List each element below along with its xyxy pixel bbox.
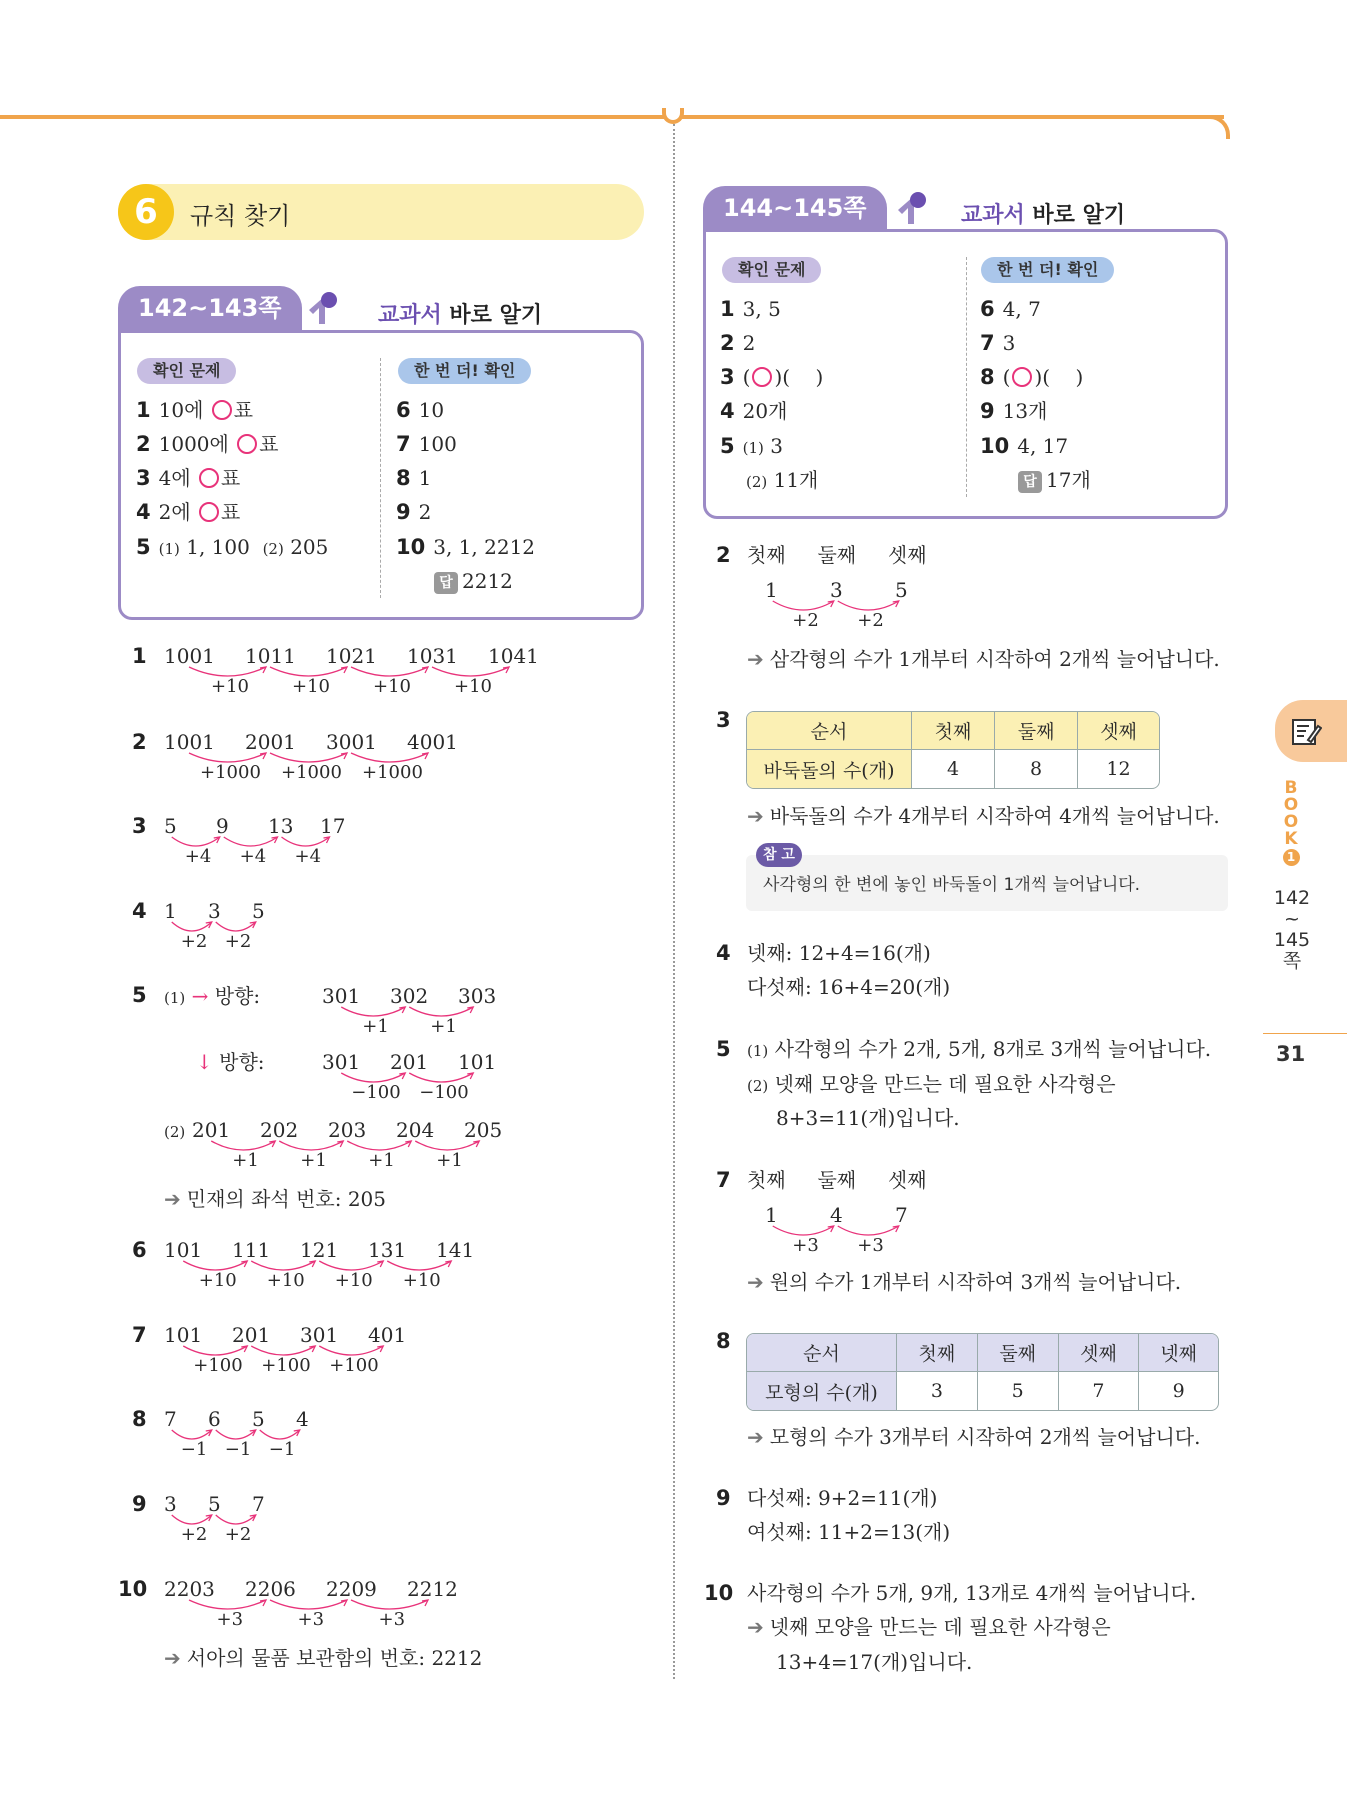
rq3-h1: 첫째 — [912, 712, 995, 750]
rb-check-5: 5 (1) 3 — [720, 434, 783, 458]
sequence-number: 301 — [322, 984, 361, 1008]
circle-mark — [212, 400, 232, 420]
box-divider — [380, 358, 381, 598]
sequence-number: 111 — [232, 1238, 271, 1262]
sequence-difference: +1000 — [281, 762, 342, 783]
sequence-number: 9 — [216, 814, 229, 838]
sequence-number: 302 — [390, 984, 429, 1008]
sequence-number: 203 — [328, 1118, 367, 1142]
rq8-r4: 9 — [1172, 1380, 1185, 1402]
rq4-line1: 넷째: 12+4=16(개) — [747, 941, 931, 965]
sequence-difference: +1 — [436, 1150, 463, 1171]
q5-part2: (2) — [164, 1123, 186, 1141]
lb-answer: 답 2212 — [434, 568, 513, 594]
sequence-arrowhead — [503, 667, 509, 673]
lb-again-8: 8 1 — [396, 466, 432, 490]
sequence-arc — [172, 837, 220, 846]
side-page-range: 142 ~ 145 쪽 — [1273, 887, 1311, 972]
section-header — [118, 184, 644, 240]
book-label: B O O K 1 — [1283, 778, 1299, 864]
sequence-difference: +100 — [329, 1355, 379, 1376]
rq8-r1: 3 — [897, 1372, 978, 1410]
box-title-left: 교과서 바로 알기 — [378, 303, 543, 328]
rb-check-5-2: (2) 11개 — [746, 468, 819, 492]
sequence-number: 201 — [192, 1118, 231, 1142]
q5-part1-down: ↓ 방향: — [196, 1050, 265, 1074]
q5-number: 5 — [132, 983, 147, 1007]
sequence-difference: +2 — [857, 610, 884, 631]
sequence-difference: +2 — [180, 1524, 208, 1545]
sequence-arc — [172, 1515, 212, 1524]
question-number: 10 — [118, 1577, 148, 1601]
reference-text: 사각형의 한 변에 놓인 바둑돌이 1개씩 늘어납니다. — [763, 875, 1141, 895]
rq5-line2: (2) 넷째 모양을 만드는 데 필요한 사각형은 — [747, 1072, 1116, 1096]
rq3-r1: 4 — [912, 750, 995, 788]
sequence-difference: +3 — [378, 1609, 406, 1630]
sequence-number: 121 — [300, 1238, 339, 1262]
page-range-tab-right: 144~145쪽 — [703, 186, 887, 230]
rq3-r0: 바둑돌의 수(개) — [747, 750, 912, 788]
sequence-difference: +1 — [232, 1150, 259, 1171]
sequence-arrowhead — [422, 753, 428, 759]
sequence-difference: +4 — [184, 846, 212, 867]
sequence-arc — [838, 1226, 899, 1235]
sequence-difference: +3 — [792, 1235, 819, 1256]
sequence-number: 5 — [252, 899, 265, 923]
sequence-number: 101 — [458, 1050, 497, 1074]
sequence-number: 5 — [164, 814, 177, 838]
sequence-difference: +10 — [454, 676, 492, 697]
rq8-h2: 둘째 — [978, 1334, 1059, 1372]
column-divider — [673, 124, 675, 1679]
sequence-difference: +10 — [402, 1270, 441, 1291]
sequence-difference: +1 — [362, 1016, 389, 1037]
sequence-arrowhead — [260, 753, 266, 759]
sequence-difference: +3 — [297, 1609, 325, 1630]
sequence-arrowhead — [260, 1600, 266, 1606]
rq3-number: 3 — [716, 708, 731, 732]
sequence-number: 3 — [164, 1492, 177, 1516]
sequence-difference: −1 — [268, 1439, 296, 1460]
rq10-number: 10 — [704, 1581, 734, 1605]
sequence-arc — [260, 1430, 300, 1439]
sequence-number: 301 — [322, 1050, 361, 1074]
check-label: 확인 문제 — [722, 257, 821, 283]
lb-again-6: 6 10 — [396, 398, 445, 422]
note-edit-icon — [1290, 716, 1322, 748]
sequence-difference: −100 — [419, 1082, 469, 1103]
circle-mark — [752, 367, 772, 387]
lb-check-1: 1 10에 표 — [136, 398, 254, 422]
sequence-arcs — [0, 0, 1, 1]
again-label: 한 번 더! 확인 — [981, 257, 1114, 283]
sequence-number: 201 — [390, 1050, 429, 1074]
sequence-arrowhead — [260, 667, 266, 673]
rq7-number: 7 — [716, 1168, 731, 1192]
question-number: 3 — [132, 814, 147, 838]
rq8-number: 8 — [716, 1329, 731, 1353]
rq9-line2: 여섯째: 11+2=13(개) — [747, 1520, 951, 1544]
section-title: 규칙 찾기 — [190, 202, 291, 230]
sequence-difference: +2 — [180, 931, 208, 952]
rb-again-9: 9 13개 — [980, 399, 1048, 423]
sequence-number: 401 — [368, 1323, 407, 1347]
sequence-difference: +1000 — [362, 762, 423, 783]
sequence-number: 1 — [765, 578, 778, 602]
rq2-conclusion: ➔ 삼각형의 수가 1개부터 시작하여 2개씩 늘어납니다. — [747, 647, 1220, 671]
rq3-h2: 둘째 — [995, 712, 1078, 750]
sequence-difference: −1 — [180, 1439, 208, 1460]
lb-again-7: 7 100 — [396, 432, 457, 456]
circle-mark — [199, 468, 219, 488]
reference-tag: 참 고 — [756, 843, 802, 867]
sequence-number: 303 — [458, 984, 497, 1008]
sequence-arc — [216, 1515, 256, 1524]
sequence-number: 101 — [164, 1323, 203, 1347]
box-divider — [966, 257, 967, 497]
sequence-number: 1001 — [164, 730, 215, 754]
sequence-arc — [172, 922, 212, 931]
sequence-number: 4 — [830, 1203, 843, 1227]
sequence-number: 3 — [208, 899, 221, 923]
sequence-number: 205 — [464, 1118, 503, 1142]
check-label: 확인 문제 — [137, 358, 236, 384]
sequence-arrowhead — [341, 1600, 347, 1606]
rb-check-2: 2 2 — [720, 331, 756, 355]
lb-check-5: 5 (1) 1, 100 (2) 205 — [136, 535, 329, 559]
rq7-conclusion: ➔ 원의 수가 1개부터 시작하여 3개씩 늘어납니다. — [747, 1270, 1182, 1294]
sequence-number: 7 — [895, 1203, 908, 1227]
sequence-number: 13 — [268, 814, 294, 838]
rq3-r2: 8 — [995, 750, 1078, 788]
circle-mark — [199, 502, 219, 522]
sequence-number: 2203 — [164, 1577, 215, 1601]
step-one-icon — [896, 192, 926, 228]
circle-mark — [1012, 367, 1032, 387]
sequence-number: 1041 — [488, 644, 539, 668]
q5-conclusion: ➔ 민재의 좌석 번호: 205 — [164, 1187, 386, 1211]
sequence-number: 5 — [208, 1492, 221, 1516]
header-rule — [0, 115, 1224, 119]
question-number: 1 — [132, 644, 147, 668]
sequence-number: 2212 — [407, 1577, 458, 1601]
step-one-icon — [307, 292, 337, 328]
again-label: 한 번 더! 확인 — [398, 358, 531, 384]
sequence-difference: +1000 — [200, 762, 261, 783]
sequence-difference: +100 — [261, 1355, 311, 1376]
rq9-line1: 다섯째: 9+2=11(개) — [747, 1486, 938, 1510]
side-tab — [1275, 700, 1347, 762]
rq5-line3: 8+3=11(개)입니다. — [776, 1106, 960, 1130]
question-number: 7 — [132, 1323, 147, 1347]
header-rule-notch — [662, 108, 684, 124]
question-number: 6 — [132, 1238, 147, 1262]
section-number: 6 — [118, 184, 174, 240]
sequence-number: 7 — [164, 1407, 177, 1431]
lb-check-2: 2 1000에 표 — [136, 432, 279, 456]
rq5-line1: (1) 사각형의 수가 2개, 5개, 8개로 3개씩 늘어납니다. — [747, 1037, 1212, 1061]
rq8-conclusion: ➔ 모형의 수가 3개부터 시작하여 2개씩 늘어납니다. — [747, 1425, 1201, 1449]
rq2-heads: 첫째 둘째 셋째 — [747, 543, 927, 567]
sequence-difference: +100 — [193, 1355, 243, 1376]
sequence-number: 141 — [436, 1238, 475, 1262]
lb-check-3: 3 4에 표 — [136, 466, 241, 490]
rq8-h4: 넷째 — [1139, 1334, 1218, 1372]
sequence-number: 1031 — [407, 644, 458, 668]
sequence-number: 204 — [396, 1118, 435, 1142]
question-number: 9 — [132, 1492, 147, 1516]
sequence-arrowhead — [341, 667, 347, 673]
sequence-difference: +1 — [368, 1150, 395, 1171]
sequence-number: 4001 — [407, 730, 458, 754]
sequence-number: 3001 — [326, 730, 377, 754]
sequence-arc — [838, 601, 899, 610]
sequence-number: 2206 — [245, 1577, 296, 1601]
sequence-number: 201 — [232, 1323, 271, 1347]
sequence-difference: +4 — [239, 846, 267, 867]
sequence-difference: +2 — [224, 1524, 252, 1545]
rq10-line3: 13+4=17(개)입니다. — [776, 1650, 973, 1674]
header-rule-corner — [1206, 115, 1230, 139]
rb-answer: 답 17개 — [1018, 467, 1091, 493]
rq10-line2: ➔ 넷째 모양을 만드는 데 필요한 사각형은 — [747, 1615, 1111, 1639]
sequence-arrowhead — [422, 1600, 428, 1606]
lb-again-9: 9 2 — [396, 500, 432, 524]
question-number: 8 — [132, 1407, 147, 1431]
sequence-number: 1011 — [245, 644, 296, 668]
sequence-number: 17 — [320, 814, 346, 838]
rb-check-1: 1 3, 5 — [720, 297, 781, 321]
rb-again-6: 6 4, 7 — [980, 297, 1041, 321]
rb-again-7: 7 3 — [980, 331, 1016, 355]
lb-again-10: 10 3, 1, 2212 — [396, 535, 536, 559]
sequence-difference: +3 — [216, 1609, 244, 1630]
sequence-number: 6 — [208, 1407, 221, 1431]
rq8-r3: 7 — [1059, 1372, 1140, 1410]
sequence-difference: +10 — [334, 1270, 373, 1291]
side-rule — [1263, 1033, 1347, 1034]
sequence-number: 1021 — [326, 644, 377, 668]
sequence-number: 2001 — [245, 730, 296, 754]
sequence-number: 4 — [296, 1407, 309, 1431]
sequence-number: 7 — [252, 1492, 265, 1516]
sequence-difference: +10 — [373, 676, 411, 697]
sequence-number: 131 — [368, 1238, 407, 1262]
sequence-difference: −1 — [224, 1439, 252, 1460]
rq4-number: 4 — [716, 941, 731, 965]
sequence-arc — [216, 922, 256, 931]
rq3-table — [746, 711, 1160, 789]
sequence-difference: +10 — [198, 1270, 237, 1291]
page-range-tab-left: 142~143쪽 — [118, 286, 302, 330]
rb-check-3: 3 ( )( ) — [720, 365, 824, 389]
sequence-number: 202 — [260, 1118, 299, 1142]
sequence-arc — [216, 1430, 256, 1439]
sequence-number: 1 — [164, 899, 177, 923]
sequence-arc — [172, 1430, 212, 1439]
q10-conclusion: ➔ 서아의 물품 보관함의 번호: 2212 — [164, 1646, 483, 1670]
answer-badge: 답 — [434, 572, 458, 594]
rq3-conclusion: ➔ 바둑돌의 수가 4개부터 시작하여 4개씩 늘어납니다. — [747, 804, 1220, 828]
sequence-number: 5 — [252, 1407, 265, 1431]
question-number: 2 — [132, 730, 147, 754]
q5-part1: (1) → 방향: — [164, 984, 261, 1008]
sequence-arrowhead — [341, 753, 347, 759]
sequence-difference: +2 — [792, 610, 819, 631]
sequence-difference: −100 — [351, 1082, 401, 1103]
rq4-line2: 다섯째: 16+4=20(개) — [747, 975, 951, 999]
sequence-number: 1 — [765, 1203, 778, 1227]
rq8-r2: 5 — [978, 1372, 1059, 1410]
lb-check-4: 4 2에 표 — [136, 500, 241, 524]
circle-mark — [237, 434, 257, 454]
rb-again-8: 8 ( )( ) — [980, 365, 1084, 389]
sequence-number: 2209 — [326, 1577, 377, 1601]
sequence-difference: +1 — [430, 1016, 457, 1037]
sequence-number: 101 — [164, 1238, 203, 1262]
rq5-number: 5 — [716, 1037, 731, 1061]
sequence-difference: +10 — [211, 676, 249, 697]
rq8-r0: 모형의 수(개) — [747, 1372, 897, 1410]
sequence-difference: +10 — [292, 676, 330, 697]
rq10-line1: 사각형의 수가 5개, 9개, 13개로 4개씩 늘어납니다. — [747, 1581, 1197, 1605]
sequence-number: 1001 — [164, 644, 215, 668]
question-number: 4 — [132, 899, 147, 923]
rb-again-10: 10 4, 17 — [980, 434, 1069, 458]
page-number: 31 — [1276, 1042, 1306, 1066]
sequence-arrowhead — [422, 667, 428, 673]
rq9-number: 9 — [716, 1486, 731, 1510]
sequence-number: 301 — [300, 1323, 339, 1347]
rb-check-4: 4 20개 — [720, 399, 788, 423]
rq3-r3: 12 — [1106, 758, 1131, 780]
sequence-difference: +4 — [294, 846, 322, 867]
rq8-table — [746, 1333, 1219, 1411]
sequence-arc — [773, 1226, 834, 1235]
answer-badge: 답 — [1018, 471, 1042, 493]
rq8-h0: 순서 — [747, 1334, 897, 1372]
box-title-right: 교과서 바로 알기 — [961, 203, 1126, 228]
rq2-number: 2 — [716, 543, 731, 567]
sequence-difference: +10 — [266, 1270, 305, 1291]
rq8-h1: 첫째 — [897, 1334, 978, 1372]
sequence-arc — [773, 601, 834, 610]
sequence-difference: +3 — [857, 1235, 884, 1256]
rq3-h0: 순서 — [747, 712, 912, 750]
sequence-difference: +2 — [224, 931, 252, 952]
rq3-h3: 셋째 — [1078, 712, 1159, 750]
sequence-difference: +1 — [300, 1150, 327, 1171]
sequence-number: 3 — [830, 578, 843, 602]
rq7-heads: 첫째 둘째 셋째 — [747, 1168, 927, 1192]
rq8-h3: 셋째 — [1059, 1334, 1140, 1372]
sequence-number: 5 — [895, 578, 908, 602]
